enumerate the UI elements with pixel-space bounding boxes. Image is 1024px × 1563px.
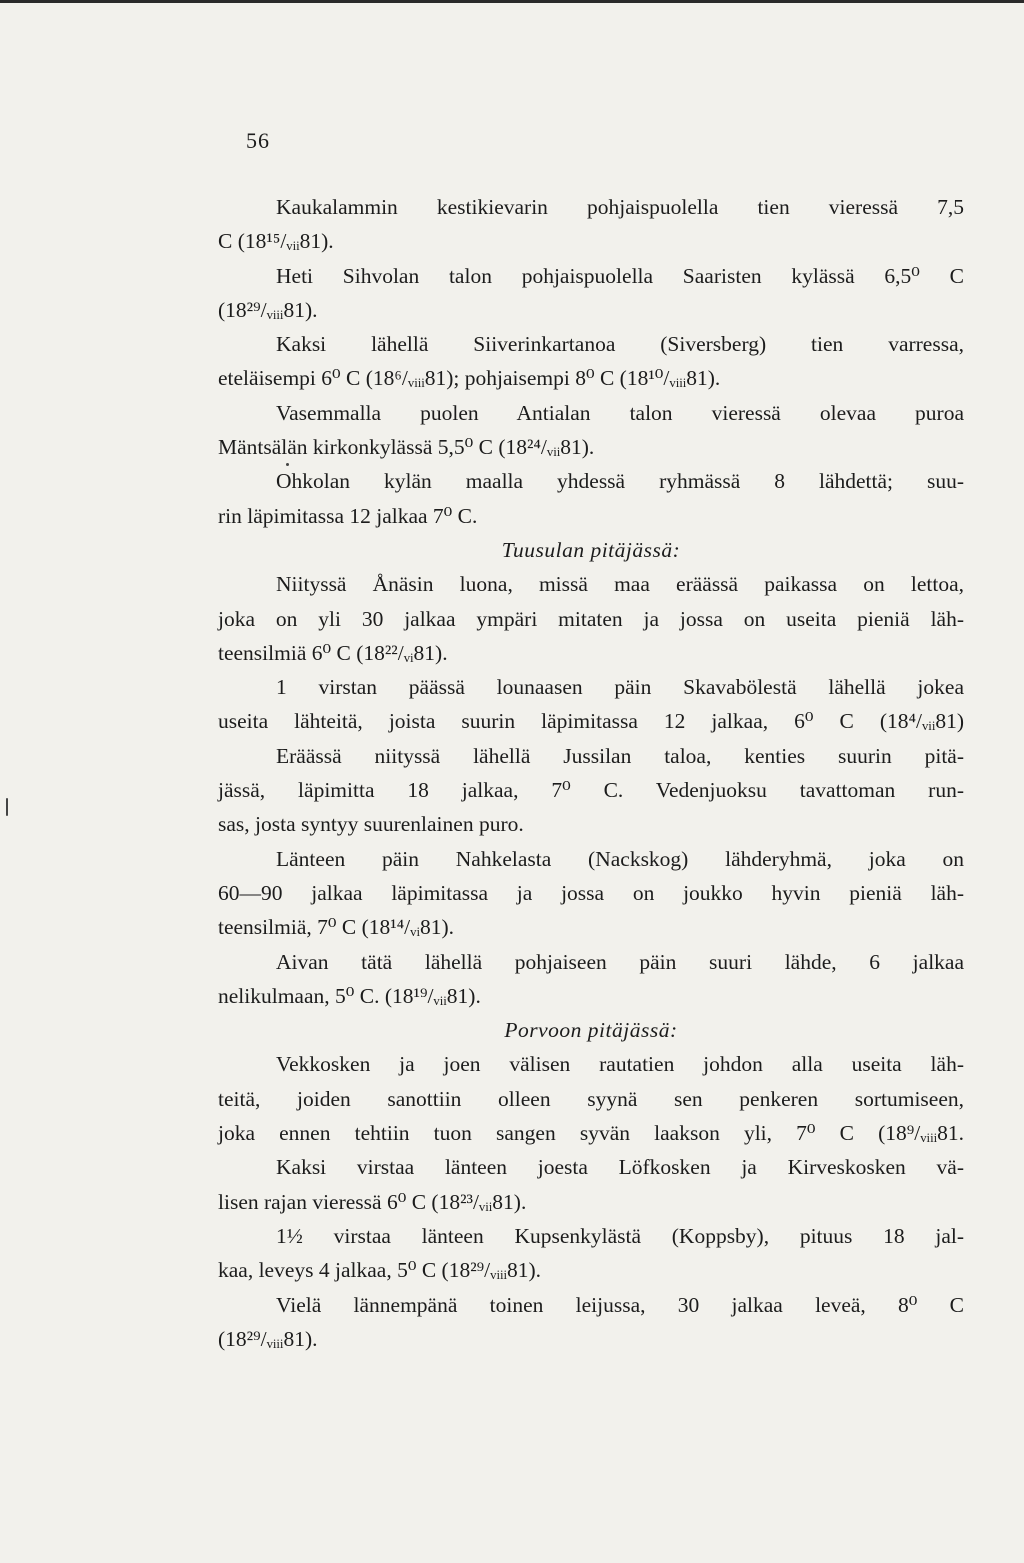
text-line: Kaukalammin kestikievarin pohjaispuolella tien vieressä 7,5 — [276, 195, 964, 219]
text-line: Eräässä niityssä lähellä Jussilan taloa, kenties suurin pitä- — [276, 743, 964, 768]
section-heading: Porvoon pitäjässä: — [504, 1018, 678, 1043]
text-line: joka on yli 30 jalkaa ympäri mitaten ja jossa on useita pieniä läh- — [218, 606, 964, 631]
text-line: 1½ virstaa länteen Kupsenkylästä (Koppsby), pituus 18 jal- — [276, 1223, 964, 1248]
text-line: Vielä lännempänä toinen leijussa, 30 jalkaa leveä, 8⁰ C — [276, 1292, 964, 1317]
text-line: (18²⁹/ᵥᵢᵢᵢ81). — [218, 1326, 318, 1351]
text-line: Länteen päin Nahkelasta (Nackskog) lähderyhmä, joka on — [276, 846, 964, 871]
section-heading: Tuusulan pitäjässä: — [501, 537, 681, 562]
text-line: Kaksi lähellä Siiverinkartanoa (Siversberg) tien varressa, — [276, 332, 964, 357]
text-line: C (18¹⁵/ᵥᵢᵢ81). — [218, 229, 334, 254]
print-speck — [286, 463, 289, 466]
text-line: Mäntsälän kirkonkylässä 5,5⁰ C (18²⁴/ᵥᵢᵢ81). — [218, 435, 595, 460]
text-line: Niityssä Ånäsin luona, missä maa eräässä paikassa on lettoa, — [276, 572, 964, 597]
text-line: teensilmiä, 7⁰ C (18¹⁴/ᵥᵢ81). — [218, 915, 455, 940]
text-line: sas, josta syntyy suurenlainen puro. — [218, 812, 524, 837]
text-line: nelikulmaan, 5⁰ C. (18¹⁹/ᵥᵢᵢ81). — [218, 983, 481, 1008]
text-line: 1 virstan päässä lounaasen päin Skavabölestä lähellä jokea — [276, 675, 964, 700]
text-line: Heti Sihvolan talon pohjaispuolella Saaristen kylässä 6,5⁰ C — [276, 263, 964, 288]
text-line: teitä, joiden sanottiin olleen syynä sen penkeren sortumiseen, — [218, 1086, 964, 1111]
margin-mark — [6, 798, 8, 816]
text-line: Aivan tätä lähellä pohjaiseen päin suuri lähde, 6 jalkaa — [276, 949, 964, 974]
top-border-rule — [0, 0, 1024, 3]
body-text — [218, 190, 964, 1356]
page-number: 56 — [246, 128, 270, 153]
text-line: Kaksi virstaa länteen joesta Löfkosken ja Kirveskosken vä- — [276, 1155, 964, 1180]
text-line: eteläisempi 6⁰ C (18⁶/ᵥᵢᵢᵢ81); pohjaisempi 8⁰ C (18¹⁰/ᵥᵢᵢᵢ81). — [218, 366, 721, 391]
text-line: (18²⁹/ᵥᵢᵢᵢ81). — [218, 297, 318, 322]
text-line: Vekkosken ja joen välisen rautatien johdon alla useita läh- — [276, 1052, 964, 1077]
text-line: jässä, läpimitta 18 jalkaa, 7⁰ C. Vedenjuoksu tavattoman run- — [218, 778, 964, 803]
text-line: 60—90 jalkaa läpimitassa ja jossa on joukko hyvin pieniä läh- — [218, 880, 964, 905]
text-line: joka ennen tehtiin tuon sangen syvän laakson yli, 7⁰ C (18⁹/ᵥᵢᵢᵢ81. — [218, 1121, 964, 1146]
text-line: lisen rajan vieressä 6⁰ C (18²³/ᵥᵢᵢ81). — [218, 1189, 527, 1214]
text-line: Ohkolan kylän maalla yhdessä ryhmässä 8 lähdettä; suu- — [276, 469, 964, 494]
text-line: kaa, leveys 4 jalkaa, 5⁰ C (18²⁹/ᵥᵢᵢᵢ81). — [218, 1258, 542, 1283]
text-line: teensilmiä 6⁰ C (18²²/ᵥᵢ81). — [218, 640, 448, 665]
text-line: Vasemmalla puolen Antialan talon vieressä olevaa puroa — [276, 400, 964, 425]
text-line: rin läpimitassa 12 jalkaa 7⁰ C. — [218, 503, 478, 528]
text-line: useita lähteitä, joista suurin läpimitassa 12 jalkaa, 6⁰ C (18⁴/ᵥᵢᵢ81) — [218, 709, 964, 734]
